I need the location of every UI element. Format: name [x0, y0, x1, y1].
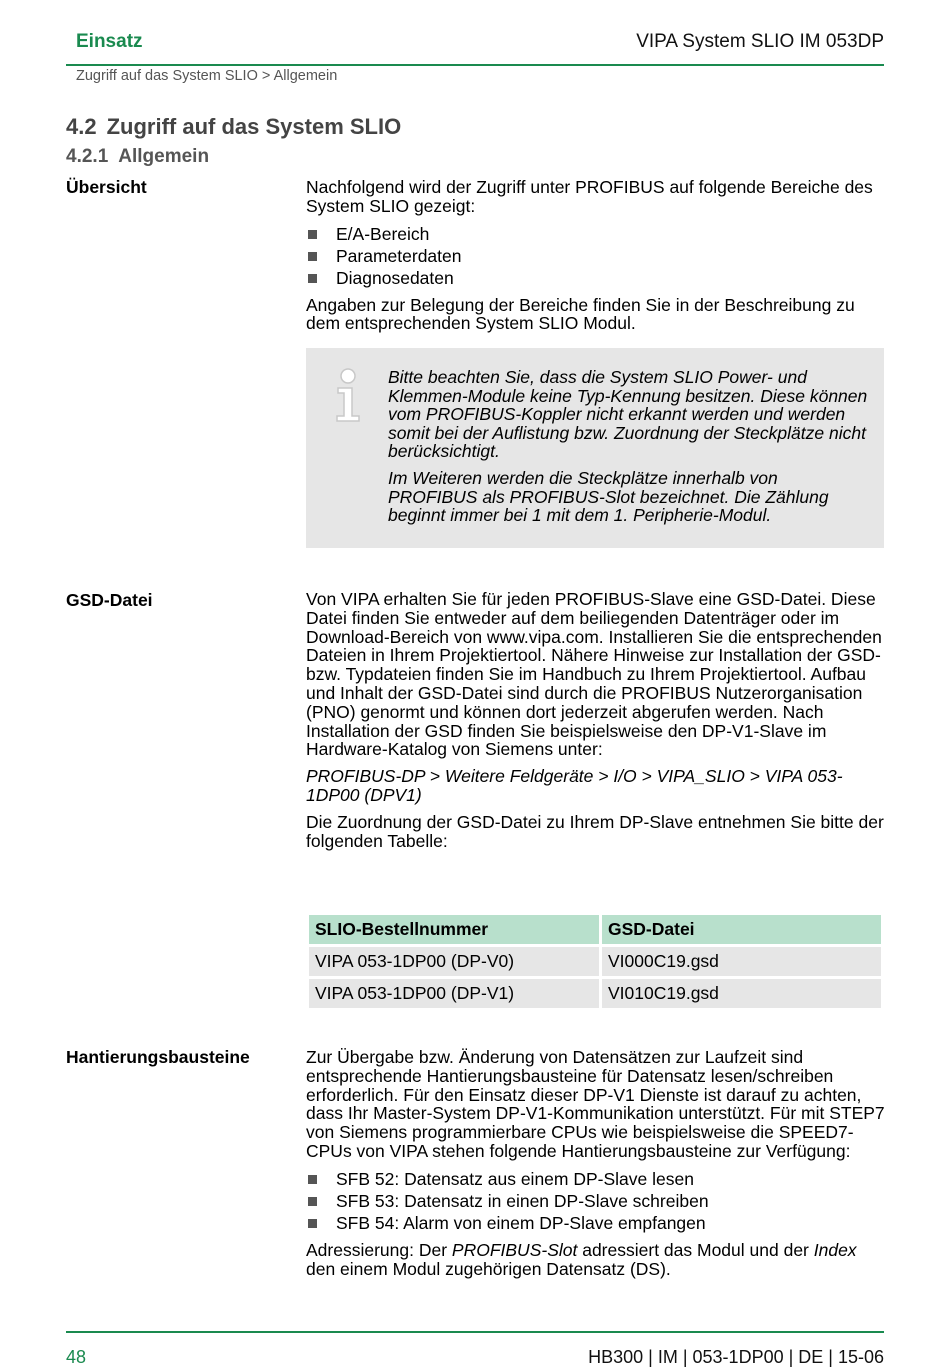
section-title: Zugriff auf das System SLIO	[106, 114, 402, 139]
handling-content	[306, 1048, 886, 1278]
gsd-paragraph: Die Zuordnung der GSD-Datei zu Ihrem DP-Slave entnehmen Sie bitte der folgenden Tabelle:	[306, 811, 884, 851]
table-header-cell: GSD-Datei	[602, 915, 881, 944]
note-paragraph: Bitte beachten Sie, dass die System SLIO Power- und Klemmen-Module keine Typ-Kennung besitzen. Diese können vom PROFIBUS-Koppler nicht erkannt werden und werden somit bei der Auflistung bzw. Zuordnung der Steckplätze nicht berücksichtigt.	[388, 367, 868, 462]
list-item: Parameterdaten	[306, 245, 886, 267]
subsection-title: Allgemein	[118, 146, 210, 167]
overview-label: Übersicht	[66, 177, 147, 197]
bullet-square-icon	[308, 252, 317, 261]
footer-rule	[66, 1331, 884, 1333]
table-row	[309, 979, 881, 1008]
gsd-content	[306, 590, 886, 850]
addressing-paragraph: Adressierung: Der PROFIBUS-Slot adressiert das Modul und der Index den einem Modul zugehörigen Datensatz (DS).	[306, 1239, 857, 1279]
table-cell: VI000C19.gsd	[602, 947, 881, 976]
overview-intro: Nachfolgend wird der Zugriff unter PROFIBUS auf folgende Bereiche des System SLIO gezeigt:	[306, 177, 873, 216]
catalog-path: PROFIBUS-DP > Weitere Feldgeräte > I/O > VIPA_SLIO > VIPA 053-1DP00 (DPV1)	[306, 766, 843, 805]
note-paragraph: Im Weiteren werden die Steckplätze innerhalb von PROFIBUS als PROFIBUS-Slot bezeichnet. Die Zählung beginnt immer bei 1 mit dem 1. Peripherie-Modul.	[388, 467, 829, 526]
table-header-cell: SLIO-Bestellnummer	[309, 915, 599, 944]
breadcrumb: Zugriff auf das System SLIO > Allgemein	[76, 68, 338, 84]
bullet-square-icon	[308, 1197, 317, 1206]
overview-content	[306, 178, 886, 333]
table-cell: VI010C19.gsd	[602, 979, 881, 1008]
info-icon	[328, 368, 368, 424]
header-title: VIPA System SLIO IM 053DP	[636, 31, 884, 52]
table-row	[309, 947, 881, 976]
list-item: SFB 54: Alarm von einem DP-Slave empfangen	[306, 1212, 886, 1234]
handling-intro: Zur Übergabe bzw. Änderung von Datensätzen zur Laufzeit sind entsprechende Hantierungsbausteine für Datensatz lesen/schreiben erforderlich. Für den Einsatz dieser DP-V1 Dienste ist darauf zu achten, dass Ihr Master-System DP-V1-Kommunikation unterstützt. Für mit STEP7 von Siemens programmierbare CPUs wie beispielsweise die SPEED7-CPUs von VIPA stehen folgende Hantierungsbausteine zur Verfügung:	[306, 1047, 885, 1161]
header-section: Einsatz	[76, 31, 143, 52]
gsd-label: GSD-Datei	[66, 590, 153, 610]
gsd-paragraph: Von VIPA erhalten Sie für jeden PROFIBUS-Slave eine GSD-Datei. Diese Datei finden Sie entweder auf dem beiliegenden Datenträger oder im Download-Bereich von www.vipa.com. Installieren Sie die entsprechenden Dateien in Ihrem Projektiertool. Nähere Hinweise zur Installation der GSD- bzw. Typdateien finden Sie im Handbuch zu Ihrem Projektiertool. Aufbau und Inhalt der GSD-Datei sind durch die PROFIBUS Nutzerorganisation (PNO) genormt und können dort jederzeit abgerufen werden. Nach Installation der GSD finden Sie beispielsweise den DP-V1-Slave im Hardware-Katalog von Siemens unter:	[306, 589, 882, 760]
list-item: E/A-Bereich	[306, 223, 886, 245]
header-rule	[66, 64, 884, 66]
handling-bullet-list	[306, 1168, 886, 1234]
table-cell: VIPA 053-1DP00 (DP-V1)	[309, 979, 599, 1008]
bullet-square-icon	[308, 274, 317, 283]
list-item: SFB 52: Datensatz aus einem DP-Slave lesen	[306, 1168, 886, 1190]
subsection-heading	[66, 146, 209, 168]
list-item: Diagnosedaten	[306, 267, 886, 289]
index-term: Index	[813, 1239, 857, 1260]
table-header-row	[309, 915, 881, 944]
table-cell: VIPA 053-1DP00 (DP-V0)	[309, 947, 599, 976]
list-item: SFB 53: Datensatz in einen DP-Slave schreiben	[306, 1190, 886, 1212]
subsection-number: 4.2.1	[66, 146, 109, 167]
gsd-table	[306, 912, 884, 1011]
handling-label: Hantierungsbausteine	[66, 1047, 250, 1067]
bullet-square-icon	[308, 1175, 317, 1184]
profibus-slot-term: PROFIBUS-Slot	[451, 1239, 578, 1260]
bullet-square-icon	[308, 230, 317, 239]
document-id: HB300 | IM | 053-1DP00 | DE | 15-06	[588, 1347, 884, 1367]
info-note-box	[306, 348, 884, 548]
section-number: 4.2	[66, 114, 97, 139]
overview-bullet-list	[306, 223, 886, 289]
page-number: 48	[66, 1347, 87, 1367]
bullet-square-icon	[308, 1219, 317, 1228]
note-text	[388, 368, 868, 525]
section-heading	[66, 114, 401, 140]
overview-outro: Angaben zur Belegung der Bereiche finden Sie in der Beschreibung zu dem entsprechenden System SLIO Modul.	[306, 294, 855, 334]
